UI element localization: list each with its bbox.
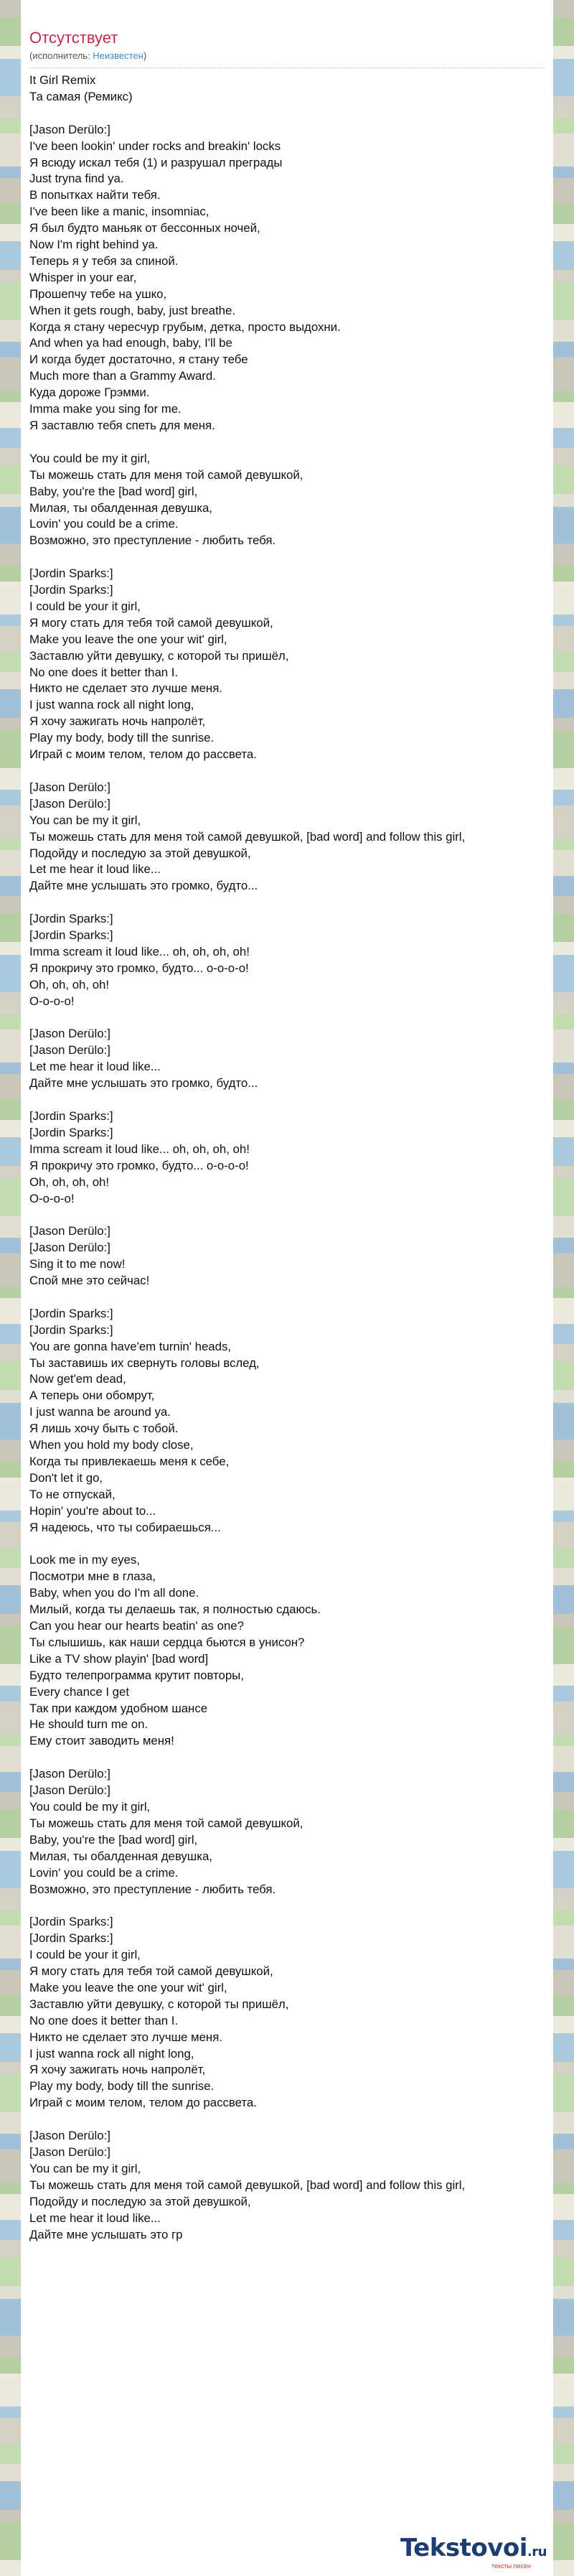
lyric-line: Возможно, это преступление - любить тебя.: [29, 1882, 276, 1896]
lyric-line: Ты можешь стать для меня той самой девушкой,: [29, 1816, 304, 1830]
lyric-line: Заставлю уйти девушку, с которой ты пришёл,: [29, 1997, 289, 2011]
lyric-line: And when ya had enough, baby, I'll be: [29, 336, 232, 350]
lyrics-stanza: [29, 1914, 550, 2111]
lyric-line: Don't let it go,: [29, 1470, 103, 1485]
lyric-line: Я прокричу это громко, будто... о-о-о-о!: [29, 1158, 249, 1172]
lyric-line: Я хочу зажигать ночь напролёт,: [29, 2063, 206, 2077]
lyric-line: Милая, ты обалденная девушка,: [29, 500, 212, 515]
lyric-line: [Jordin Sparks:]: [29, 912, 113, 926]
lyric-line: Let me hear it loud like...: [29, 1060, 161, 1074]
credit-prefix: (исполнитель:: [29, 50, 93, 61]
lyrics-stanza: [29, 911, 550, 1009]
lyrics-panel: [21, 0, 553, 2576]
title-divider: [29, 67, 545, 68]
lyric-line: Никто не сделает это лучше меня.: [29, 681, 222, 696]
lyric-line: Make you leave the one your wit' girl,: [29, 1980, 227, 1994]
lyric-line: No one does it better than I.: [29, 2013, 179, 2027]
lyrics-stanza: [29, 451, 550, 549]
lyric-line: You are gonna have'em turnin' heads,: [29, 1339, 232, 1353]
lyric-line: Я лишь хочу быть с тобой.: [29, 1422, 179, 1436]
lyric-line: Baby, when you do I'm all done.: [29, 1586, 199, 1600]
lyric-line: Я хочу зажигать ночь напролёт,: [29, 714, 206, 729]
lyric-line: Я прокричу это громко, будто... о-о-о-о!: [29, 961, 249, 975]
lyric-line: [Jason Derülo:]: [29, 780, 110, 794]
lyric-line: Будто телепрограмма крутит повторы,: [29, 1668, 244, 1682]
lyric-line: Ты можешь стать для меня той самой девушкой, [bad word] and follow this girl,: [29, 829, 466, 844]
lyric-line: I just wanna rock all night long,: [29, 2046, 194, 2061]
lyric-line: То не отпускай,: [29, 1487, 116, 1501]
lyric-line: Let me hear it loud like...: [29, 862, 161, 877]
lyric-line: Ты можешь стать для меня той самой девушкой, [bad word] and follow this girl,: [29, 2178, 466, 2192]
logo-tld: .ru: [527, 2544, 547, 2559]
lyric-line: Oh, oh, oh, oh!: [29, 977, 110, 991]
lyric-line: Играй с моим телом, телом до рассвета.: [29, 2096, 257, 2110]
lyric-line: Я заставлю тебя спеть для меня.: [29, 419, 215, 433]
lyrics-stanza: [29, 1552, 550, 1750]
lyric-line: Я надеюсь, что ты собираешься...: [29, 1520, 221, 1534]
lyric-line: Та самая (Ремикс): [29, 89, 133, 103]
site-logo[interactable]: [387, 2532, 545, 2572]
lyric-line: Когда ты привлекаешь меня к себе,: [29, 1454, 230, 1468]
lyric-line: It Girl Remix: [29, 73, 96, 87]
lyric-line: Baby, you're the [bad word] girl,: [29, 1832, 198, 1847]
lyrics-stanza: [29, 1026, 550, 1092]
lyric-line: Милый, когда ты делаешь так, я полностью сдаюсь.: [29, 1602, 321, 1617]
lyric-line: Imma make you sing for me.: [29, 402, 182, 416]
lyric-line: I could be your it girl,: [29, 1948, 141, 1962]
lyric-line: Куда дороже Грэмми.: [29, 386, 150, 400]
lyrics-stanza: [29, 122, 550, 434]
lyric-line: Спой мне это сейчас!: [29, 1274, 150, 1288]
lyric-line: Just tryna find ya.: [29, 172, 124, 186]
lyrics-stanza: [29, 2128, 550, 2243]
lyric-line: Can you hear our hearts beatin' as one?: [29, 1619, 244, 1633]
lyric-line: Подойду и последую за этой девушкой,: [29, 2194, 251, 2208]
lyric-line: [Jordin Sparks:]: [29, 928, 113, 943]
lyric-line: Now get'em dead,: [29, 1372, 126, 1386]
lyric-line: Ты заставишь их свернуть головы вслед,: [29, 1355, 260, 1370]
lyric-line: Прошепчу тебе на ушко,: [29, 286, 167, 301]
lyric-line: Now I'm right behind ya.: [29, 238, 159, 252]
lyric-line: I just wanna rock all night long,: [29, 698, 194, 712]
lyric-line: [Jason Derülo:]: [29, 1027, 110, 1041]
lyric-line: Когда я стану чересчур грубым, детка, просто выдохни.: [29, 319, 341, 334]
lyric-line: Baby, you're the [bad word] girl,: [29, 484, 198, 498]
lyric-line: Никто не сделает это лучше меня.: [29, 2030, 222, 2044]
lyric-line: Дайте мне услышать это громко, будто...: [29, 879, 258, 893]
lyric-line: You can be my it girl,: [29, 2161, 141, 2175]
lyrics-stanza: [29, 1223, 550, 1289]
lyric-line: [Jason Derülo:]: [29, 1043, 110, 1058]
song-credit: [29, 50, 146, 62]
lyric-line: Милая, ты обалденная девушка,: [29, 1849, 212, 1863]
lyric-line: When it gets rough, baby, just breathe.: [29, 303, 236, 317]
lyrics-stanza: [29, 566, 550, 763]
lyric-line: [Jordin Sparks:]: [29, 1125, 113, 1139]
lyric-line: Я могу стать для тебя той самой девушкой,: [29, 615, 273, 630]
lyrics-text: [29, 73, 550, 2259]
lyric-line: Like a TV show playin' [bad word]: [29, 1651, 209, 1666]
lyric-line: [Jason Derülo:]: [29, 122, 110, 136]
lyric-line: Imma scream it loud like... oh, oh, oh, oh!: [29, 1142, 250, 1156]
lyric-line: Lovin' you could be a crime.: [29, 517, 179, 531]
lyric-line: Much more than a Grammy Award.: [29, 369, 216, 383]
lyric-line: No one does it better than I.: [29, 665, 179, 679]
lyric-line: You could be my it girl,: [29, 1799, 151, 1814]
lyric-line: Ты можешь стать для меня той самой девушкой,: [29, 467, 304, 482]
lyric-line: [Jason Derülo:]: [29, 1224, 110, 1238]
lyric-line: [Jason Derülo:]: [29, 796, 110, 811]
lyric-line: [Jordin Sparks:]: [29, 1931, 113, 1946]
lyric-line: Imma scream it loud like... oh, oh, oh, oh!: [29, 944, 250, 958]
lyric-line: Теперь я у тебя за спиной.: [29, 253, 179, 268]
lyric-line: Дайте мне услышать это гр: [29, 2227, 183, 2241]
lyric-line: Sing it to me now!: [29, 1257, 126, 1271]
lyric-line: [Jordin Sparks:]: [29, 583, 113, 597]
lyric-line: О-о-о-о!: [29, 994, 75, 1008]
lyric-line: Oh, oh, oh, oh!: [29, 1175, 110, 1189]
lyric-line: [Jason Derülo:]: [29, 1767, 110, 1781]
lyric-line: I just wanna be around ya.: [29, 1405, 171, 1419]
lyric-line: Ему стоит заводить меня!: [29, 1734, 174, 1748]
lyric-line: Look me in my eyes,: [29, 1553, 140, 1567]
lyric-line: Hopin' you're about to...: [29, 1503, 156, 1518]
lyric-line: Я всюду искал тебя (1) и разрушал преграды: [29, 155, 283, 169]
lyric-line: В попытках найти тебя.: [29, 188, 161, 202]
lyric-line: I could be your it girl,: [29, 599, 141, 613]
lyric-line: Я могу стать для тебя той самой девушкой,: [29, 1964, 273, 1979]
lyric-line: [Jordin Sparks:]: [29, 1306, 113, 1320]
lyrics-stanza: [29, 73, 550, 106]
lyric-line: He should turn me on.: [29, 1717, 149, 1732]
lyric-line: Play my body, body till the sunrise.: [29, 2079, 215, 2094]
logo-tagline: тексты песен: [491, 2562, 532, 2570]
lyric-line: Я был будто маньяк от бессонных ночей,: [29, 221, 260, 235]
lyric-line: Make you leave the one your wit' girl,: [29, 632, 227, 646]
lyrics-stanza: [29, 1306, 550, 1536]
lyric-line: [Jordin Sparks:]: [29, 1322, 113, 1337]
lyrics-stanza: [29, 1766, 550, 1898]
lyric-line: Заставлю уйти девушку, с которой ты пришёл,: [29, 648, 289, 663]
lyrics-stanza: [29, 1109, 550, 1207]
lyric-line: When you hold my body close,: [29, 1438, 194, 1452]
lyric-line: Дайте мне услышать это громко, будто...: [29, 1076, 258, 1091]
lyric-line: Подойду и последую за этой девушкой,: [29, 846, 251, 860]
lyric-line: А теперь они обомрут,: [29, 1389, 155, 1403]
lyric-line: [Jason Derülo:]: [29, 2145, 110, 2159]
lyric-line: Let me hear it loud like...: [29, 2211, 161, 2225]
lyric-line: [Jason Derülo:]: [29, 1783, 110, 1798]
lyric-line: Посмотри мне в глаза,: [29, 1569, 156, 1584]
lyric-line: You could be my it girl,: [29, 451, 151, 465]
lyric-line: [Jordin Sparks:]: [29, 1109, 113, 1123]
lyric-line: [Jordin Sparks:]: [29, 566, 113, 581]
artist-link[interactable]: Неизвестен: [93, 50, 144, 61]
lyric-line: Возможно, это преступление - любить тебя.: [29, 533, 276, 548]
lyric-line: О-о-о-о!: [29, 1191, 75, 1205]
lyric-line: Играй с моим телом, телом до рассвета.: [29, 747, 257, 762]
lyric-line: You can be my it girl,: [29, 813, 141, 827]
lyric-line: Every chance I get: [29, 1684, 129, 1699]
lyric-line: I've been like a manic, insomniac,: [29, 205, 210, 219]
logo-name: Tekstovoi: [400, 2534, 527, 2562]
lyric-line: Lovin' you could be a crime.: [29, 1865, 179, 1880]
lyrics-stanza: [29, 780, 550, 895]
lyric-line: I've been lookin' under rocks and breakin' locks: [29, 139, 281, 153]
lyric-line: Ты слышишь, как наши сердца бьются в унисон?: [29, 1635, 305, 1649]
lyric-line: Whisper in your ear,: [29, 270, 137, 284]
song-title: Отсутствует: [29, 29, 118, 47]
lyric-line: Play my body, body till the sunrise.: [29, 731, 215, 745]
lyric-line: Так при каждом удобном шансе: [29, 1701, 208, 1715]
lyric-line: И когда будет достаточно, я стану тебе: [29, 353, 248, 367]
lyric-line: [Jordin Sparks:]: [29, 1915, 113, 1929]
lyric-line: [Jason Derülo:]: [29, 2129, 110, 2143]
credit-suffix: ): [143, 50, 147, 61]
lyric-line: [Jason Derülo:]: [29, 1241, 110, 1255]
